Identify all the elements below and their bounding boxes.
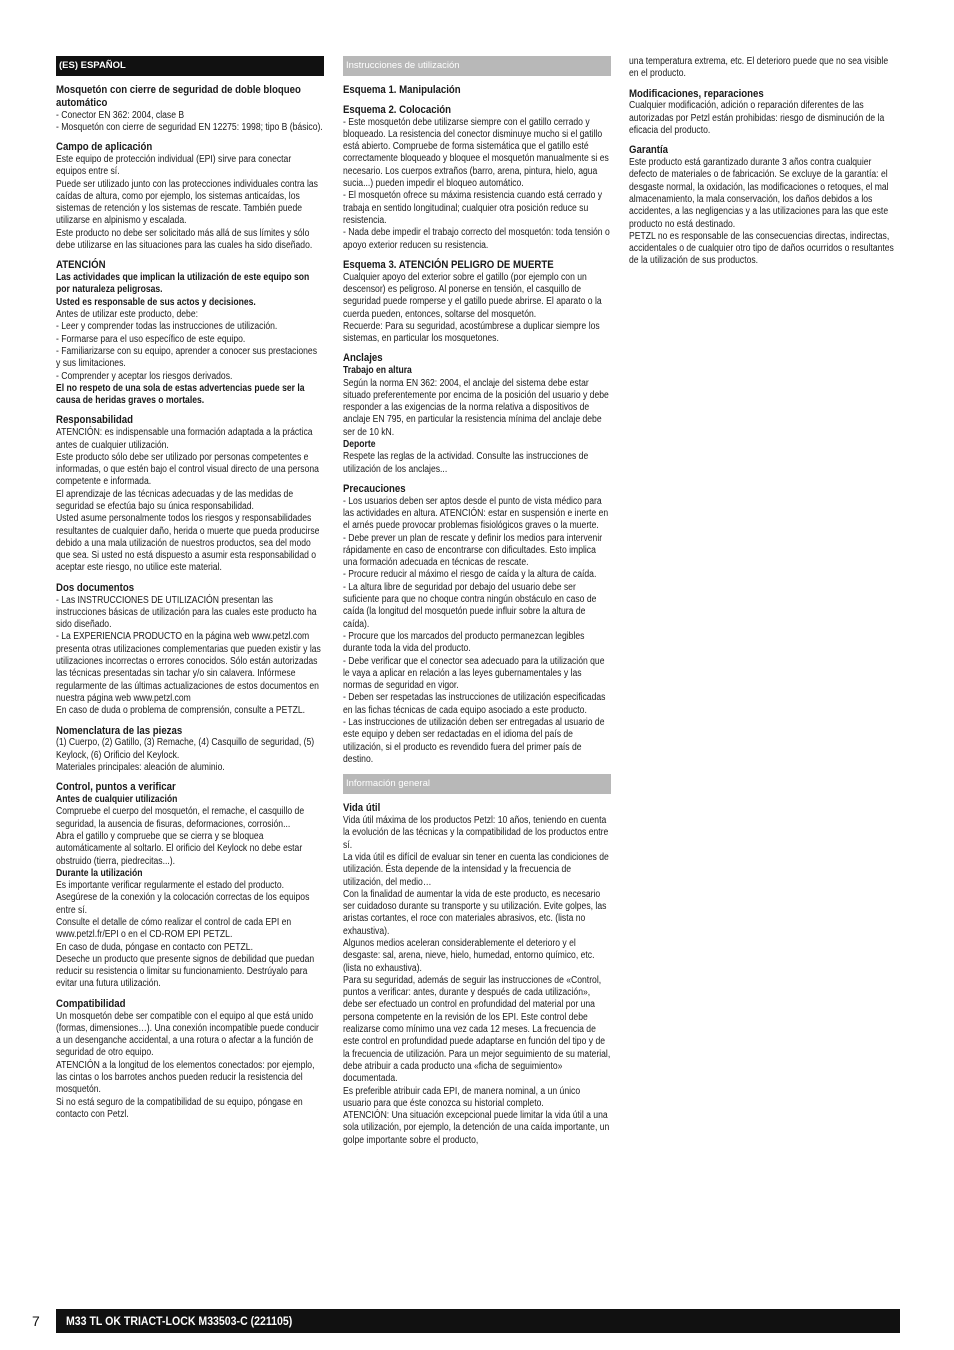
paragraph: Con la finalidad de aumentar la vida de este producto, es necesario ser cuidadoso durante su transporte y su utilización. Evite golpes, las aristas cortantes, el roce con materiales abrasivos, etc. (lista no exhaustiva). xyxy=(343,888,607,937)
section-heading: Campo de aplicación xyxy=(56,141,153,154)
paragraph: Este producto sólo debe ser utilizado por personas competentes e informadas, o que estén bajo el control visual directo de una persona competente e informada. xyxy=(56,451,319,488)
paragraph: Cualquier modificación, adición o reparación diferentes de las autorizadas por Petzl están prohibidas: riesgo de disminución de la eficacia del producto. xyxy=(629,100,885,136)
paragraph: Vida útil máxima de los productos Petzl: 10 años, teniendo en cuenta la evolución de las técnicas y la compatibilidad de los productos entre sí. xyxy=(343,815,609,851)
section-vida-util xyxy=(343,802,611,1147)
emphasis-text: Las actividades que implican la utilización de este equipo son por naturaleza peligrosas. xyxy=(56,272,310,296)
footer-label: M33 TL OK TRIACT-LOCK M33503-C (221105) xyxy=(66,1314,293,1328)
section-heading: Vida útil xyxy=(343,802,381,815)
paragraph: Antes de utilizar este producto, debe: xyxy=(56,309,198,321)
column-2-body-general xyxy=(343,802,611,1147)
paragraph: - Este mosquetón debe utilizarse siempre con el gatillo cerrado y bloqueado. La resistencia del conector disminuye mucho si el gatillo está abierto. Compruebe de forma sistemática que el gatillo esté correctamente bloqueado y bloquee el mosquetón manualmente si es necesario. Los cuerpos extraños (barro, arena, pintura, hielo, agua sucia...) pueden impedir el bloqueo automático. xyxy=(343,116,609,190)
section-heading: Garantía xyxy=(629,144,669,157)
section-continuation xyxy=(629,56,897,81)
paragraph: - Mosquetón con cierre de seguridad EN 12275: 1998; tipo B (básico). xyxy=(56,121,323,133)
section-heading: Responsabilidad xyxy=(56,414,133,427)
paragraph: - Formarse para el uso específico de este equipo. xyxy=(56,333,246,345)
section-heading: Dos documentos xyxy=(56,581,135,594)
paragraph: - Las instrucciones de utilización deben ser entregadas al usuario de este equipo y deben ser redactadas en el idioma del país de utilización, si el producto es revendido fuera del primer país de destino. xyxy=(343,717,605,765)
paragraph: (1) Cuerpo, (2) Gatillo, (3) Remache, (4) Casquillo de seguridad, (5) Keylock, (6) Orificio del Keylock. xyxy=(56,737,315,761)
emphasis-text: Trabajo en altura xyxy=(343,365,412,377)
paragraph: Compruebe el cuerpo del mosquetón, el remache, el casquillo de seguridad, la ausencia de fisuras, deformaciones, corrosión... xyxy=(56,806,305,830)
paragraph: - Deben ser respetadas las instrucciones de utilización especificadas en las fichas técnicas de cada equipo asociado a este producto. xyxy=(343,692,606,716)
paragraph: - Leer y comprender todas las instrucciones de utilización. xyxy=(56,321,278,333)
paragraph: Un mosquetón debe ser compatible con el equipo al que está unido (formas, dimensiones…). Una conexión incompatible puede conducir a un desenganche accidental, a una rotura o afectar a la función de seguridad de otro equipo. xyxy=(56,1010,319,1059)
section-esquema-1-manipulacion xyxy=(343,84,611,97)
section-compatibilidad xyxy=(56,998,324,1121)
section-heading: Esquema 2. Colocación xyxy=(343,103,452,116)
emphasis-text: Deporte xyxy=(343,439,376,451)
emphasis-text: El no respeto de una sola de estas advertencias puede ser la causa de heridas graves o mortales. xyxy=(56,382,305,407)
section-esquema-3-atencion-peligro-de-muerte xyxy=(343,259,611,346)
paragraph: El aprendizaje de las técnicas adecuadas y de las medidas de seguridad se efectúa bajo su única responsabilidad. xyxy=(56,488,294,512)
page-number: 7 xyxy=(32,1313,40,1329)
paragraph: - Las INSTRUCCIONES DE UTILIZACIÓN presentan las instrucciones básicas de utilización para las cuales este producto ha sido diseñado. xyxy=(56,594,317,631)
paragraph: Algunos medios aceleran considerablemente el deterioro y el desgaste: sal, arena, nieve, hielo, humedad, entorno químico, etc. (lista no exhaustiva). xyxy=(343,938,595,974)
paragraph: - Los usuarios deben ser aptos desde el punto de vista médico para las actividades en altura. ATENCIÓN: estar en suspensión e inerte en el arnés puede provocar problemas fisiológicos graves o la muerte. xyxy=(343,495,609,532)
paragraph: Abra el gatillo y compruebe que se cierra y se bloquea automáticamente al soltarlo. El orificio del Keylock no debe estar obstruido (tierra, piedrecitas...). xyxy=(56,830,303,867)
section-heading: Anclajes xyxy=(343,352,383,365)
section-heading: Nomenclatura de las piezas xyxy=(56,724,183,737)
paragraph: Consulte el detalle de cómo realizar el control de cada EPI en www.petzl.fr/EPI o en el CD-ROM EPI PETZL. xyxy=(56,917,292,941)
paragraph: - El mosquetón ofrece su máxima resistencia cuando está cerrado y trabaja en sentido longitudinal; cualquier otra posición reduce su resistencia. xyxy=(343,190,603,226)
section-mosqueton-con-cierre-de-seguridad-de-doble-bloqueo-automatico xyxy=(56,84,324,134)
language-header: (ES) ESPAÑOL xyxy=(56,56,324,76)
paragraph: Para su seguridad, además de seguir las instrucciones de «Control, puntos a verificar: antes, durante y después de cada utilización», debe ser efectuado un control en profundidad del material por una persona competente en la revisión de los EPI. Este control debe realizarse como mínimo una vez cada 12 meses. La frecuencia de este control en profundidad puede adaptarse en función del tipo y de la frecuencia de utilización. Para un mejor seguimiento de su material, debe atribuir a cada producto una «ficha de seguimiento» documentada. xyxy=(343,974,611,1085)
paragraph: Este equipo de protección individual (EPI) sirve para conectar equipos entre sí. xyxy=(56,153,292,178)
section-dos-documentos xyxy=(56,582,324,718)
paragraph: Este producto está garantizado durante 3 años contra cualquier defecto de materiales o de fabricación. Se excluye de la garantía: el desgaste normal, la oxidación, las modificaciones o retoques, el mal almacenamiento, la mala conservación, los daños debidos a los accidentes, a las negligencias y a las utilizaciones para las que este producto no está destinado. xyxy=(629,157,889,230)
paragraph: - Procure reducir al máximo el riesgo de caída y la altura de caída. xyxy=(343,569,597,581)
section-heading: Mosquetón con cierre de seguridad de doble bloqueo automático xyxy=(56,84,301,109)
paragraph: Usted asume personalmente todos los riesgos y responsabilidades resultantes de cualquier daño, herida o muerte que pueda producirse debido a una mala utilización de nuestros productos, sea del modo que sea. Si usted no está dispuesto a asumir esta responsabilidad o aceptar este riesgo, no utilice este material. xyxy=(56,513,320,574)
paragraph: Si no está seguro de la compatibilidad de su equipo, póngase en contacto con Petzl. xyxy=(56,1096,303,1120)
paragraph: En caso de duda, póngase en contacto con PETZL. xyxy=(56,941,253,953)
column-3 xyxy=(629,56,897,275)
section-precauciones xyxy=(343,483,611,766)
paragraph: una temperatura extrema, etc. El deterioro puede que no sea visible en el producto. xyxy=(629,56,889,80)
section-heading: Esquema 3. ATENCIÓN PELIGRO DE MUERTE xyxy=(343,258,554,271)
section-heading: Modificaciones, reparaciones xyxy=(629,87,764,100)
paragraph: - Comprender y aceptar los riesgos derivados. xyxy=(56,370,233,382)
paragraph: Deseche un producto que presente signos de debilidad que puedan reducir su resistencia o limitar su funcionamiento. Destrúyalo para evitar una futura utilización. xyxy=(56,953,315,990)
column-1-body xyxy=(56,84,324,1121)
paragraph: En caso de duda o problema de comprensión, consulte a PETZL. xyxy=(56,705,306,717)
paragraph: ATENCIÓN: Una situación excepcional puede limitar la vida útil a una sola utilización, por ejemplo, la detención de una caída importante, un golpe importante sobre el producto, xyxy=(343,1110,610,1146)
paragraph: ATENCIÓN: es indispensable una formación adaptada a la práctica antes de cualquier utilización. xyxy=(56,427,313,451)
paragraph: Puede ser utilizado junto con las protecciones individuales contra las caídas de altura, como por ejemplo, los sistemas anticaídas, los sistemas de retención y los sistemas de rescate. También puede utilizarse en alpinismo y escalada. xyxy=(56,178,318,227)
paragraph: Este producto no debe ser solicitado más allá de sus límites y sólo debe utilizarse en las situaciones para las cuales ha sido diseñado. xyxy=(56,227,313,252)
section-responsabilidad xyxy=(56,414,324,574)
section-heading: Precauciones xyxy=(343,482,406,495)
paragraph: - Conector EN 362: 2004, clase B xyxy=(56,109,185,121)
emphasis-text: Antes de cualquier utilización xyxy=(56,794,178,806)
paragraph: PETZL no es responsable de las consecuencias directas, indirectas, accidentales o de cualquier otro tipo de daños ocurridos o resultantes de la utilización de sus productos. xyxy=(629,230,894,267)
section-header-use: Instrucciones de utilización xyxy=(343,56,611,76)
column-2 xyxy=(343,56,611,1154)
paragraph: Es preferible atribuir cada EPI, de manera nominal, a un único usuario para que éste conozca su historial completo. xyxy=(343,1085,581,1109)
paragraph: Cualquier apoyo del exterior sobre el gatillo (por ejemplo con un descensor) es peligroso. Al ponerse en tensión, el casquillo de seguridad puede romperse y el gatillo puede abrirse. El aparato o la cuerda pueden, entonces, soltarse del mosquetón. xyxy=(343,271,602,320)
paragraph: Respete las reglas de la actividad. Consulte las instrucciones de utilización de los anclajes... xyxy=(343,451,589,475)
paragraph: - Familiarizarse con su equipo, aprender a conocer sus prestaciones y sus limitaciones. xyxy=(56,345,318,370)
column-1 xyxy=(56,56,324,1128)
section-heading: Compatibilidad xyxy=(56,997,126,1010)
paragraph: ATENCIÓN a la longitud de los elementos conectados: por ejemplo, las cintas o los barrotes anchos pueden reducir la resistencia del mosquetón. xyxy=(56,1059,315,1096)
paragraph: - La altura libre de seguridad por debajo del usuario debe ser suficiente para que no choque contra ningún obstáculo en caso de caída (la longitud del mosquetón puede influir sobre la altura de caída). xyxy=(343,581,597,630)
paragraph: - Nada debe impedir el trabajo correcto del mosquetón: toda tensión o apoyo exterior reducen su resistencia. xyxy=(343,227,610,251)
section-esquema-2-colocacion xyxy=(343,104,611,252)
emphasis-text: Durante la utilización xyxy=(56,867,143,879)
footer-bar xyxy=(56,1309,900,1333)
section-atencion xyxy=(56,259,324,407)
paragraph: Recuerde: Para su seguridad, acostúmbrese a duplicar siempre los sistemas, en particular los mosquetones. xyxy=(343,320,600,345)
emphasis-text: Usted es responsable de sus actos y decisiones. xyxy=(56,296,256,308)
section-garantia xyxy=(629,144,897,267)
paragraph: Según la norma EN 362: 2004, el anclaje del sistema debe estar situado preferentemente por encima de la posición del usuario y debe responder a las exigencias de la norma relativa a dispositivos de anclaje EN 795, en particular la resistencia mínima del anclaje debe ser de 10 kN. xyxy=(343,377,609,438)
section-nomenclatura-de-las-piezas xyxy=(56,725,324,775)
section-header-general: Información general xyxy=(343,774,611,794)
section-anclajes xyxy=(343,352,611,475)
section-modificaciones-reparaciones xyxy=(629,88,897,138)
section-heading: ATENCIÓN xyxy=(56,259,106,272)
paragraph: - Debe prever un plan de rescate y definir los medios para intervenir rápidamente en caso de encontrarse con dificultades. Esto implica una formación adecuada en técnicas de rescate. xyxy=(343,532,603,569)
section-heading: Esquema 1. Manipulación xyxy=(343,84,461,96)
paragraph: La vida útil es difícil de evaluar sin tener en cuenta las condiciones de utilización. Ésta depende de la intensidad y la frecuencia de utilización, del medio… xyxy=(343,851,609,888)
section-control-puntos-a-verificar xyxy=(56,781,324,991)
paragraph: - Debe verificar que el conector sea adecuado para la utilización que le vaya a aplicar en relación a las leyes gubernamentales y las normas de seguridad en vigor. xyxy=(343,655,605,692)
paragraph: - Procure que los marcados del producto permanezcan legibles durante toda la vida del producto. xyxy=(343,630,585,655)
column-2-body-use xyxy=(343,84,611,766)
paragraph: - La EXPERIENCIA PRODUCTO en la página web www.petzl.com presenta otras utilizaciones complementarias que pueden existir y las utilizaciones incorrectas o errores conocidos. Sólo están autorizadas las técnicas presentadas sin tachar y/o sin calavera. Infórmese regularmente de las últimas actualizaciones de estos documentos en nuestra página web www.petzl.com xyxy=(56,631,321,704)
paragraph: Materiales principales: aleación de aluminio. xyxy=(56,761,225,773)
section-heading: Control, puntos a verificar xyxy=(56,781,176,794)
column-3-body xyxy=(629,56,897,268)
paragraph: Es importante verificar regularmente el estado del producto. Asegúrese de la conexión y la colocación correctas de los equipos entre sí. xyxy=(56,880,310,916)
section-campo-de-aplicacion xyxy=(56,141,324,252)
